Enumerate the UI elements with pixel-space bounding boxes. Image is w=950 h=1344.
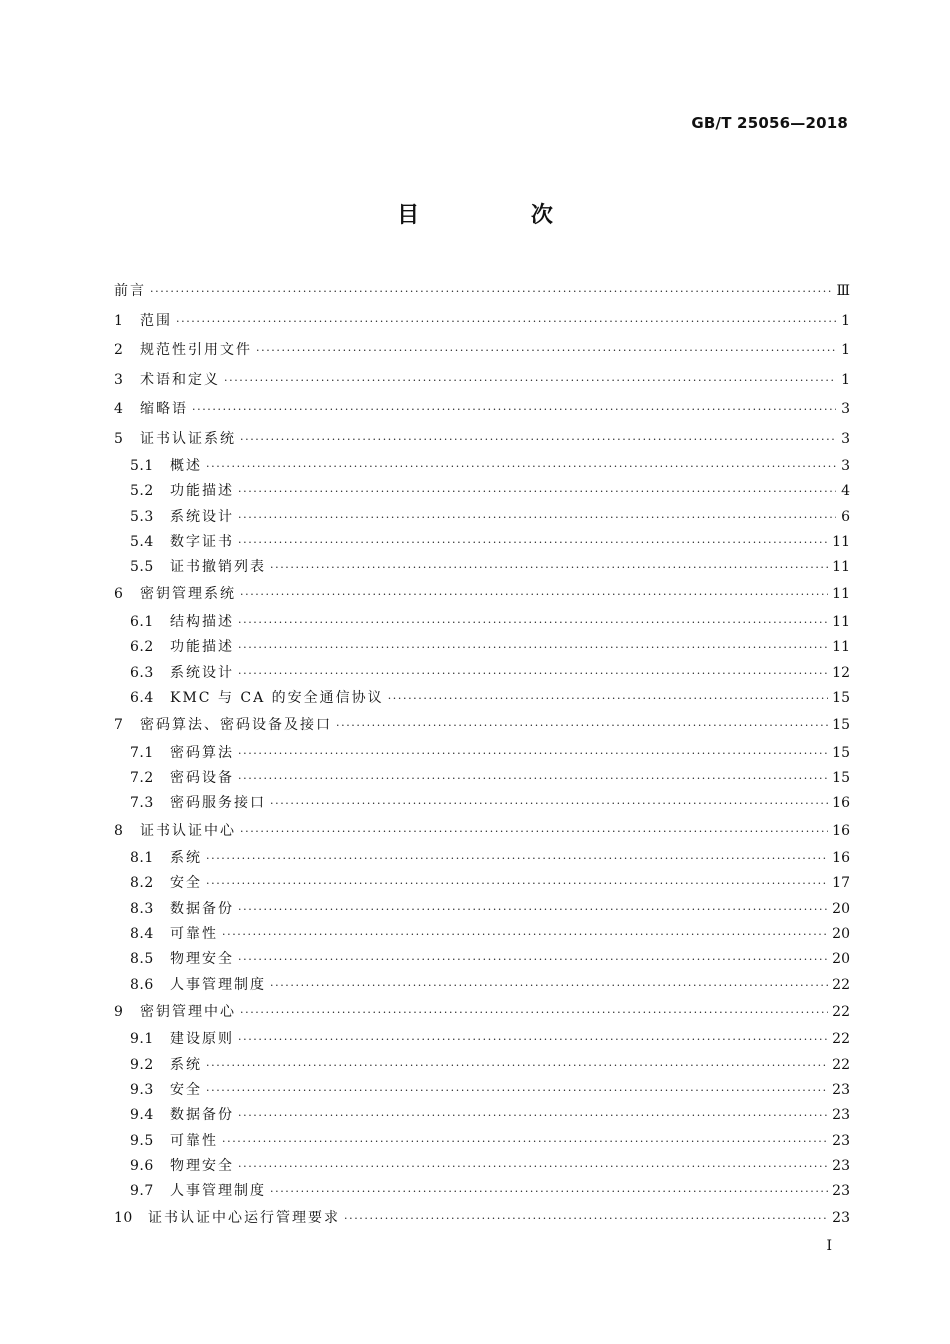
toc-entry[interactable] bbox=[114, 1179, 850, 1204]
toc-entry[interactable] bbox=[114, 366, 850, 396]
toc-entry-title: 证书撤销列表 bbox=[170, 559, 266, 576]
toc-entry[interactable] bbox=[114, 395, 850, 425]
toc-entry-title: 可靠性 bbox=[170, 1132, 218, 1149]
toc-dot-leader bbox=[206, 1053, 828, 1078]
toc-entry-number: 7 bbox=[114, 717, 124, 734]
toc-entry-number: 6.2 bbox=[130, 639, 154, 656]
toc-entry[interactable] bbox=[114, 530, 850, 555]
toc-entry-number: 6.1 bbox=[130, 613, 154, 630]
toc-entry-number: 6.3 bbox=[130, 664, 154, 681]
toc-entry-number: 9.2 bbox=[130, 1056, 154, 1073]
toc-entry-number: 7.2 bbox=[130, 769, 154, 786]
toc-entry-number: 8.1 bbox=[130, 850, 154, 867]
toc-entry-title: 物理安全 bbox=[170, 951, 234, 968]
toc-entry-number: 6.4 bbox=[130, 689, 154, 706]
toc-entry[interactable] bbox=[114, 711, 850, 741]
toc-entry-number: 8.3 bbox=[130, 900, 154, 917]
toc-entry-title: 建设原则 bbox=[170, 1031, 234, 1048]
toc-entry-page: 4 bbox=[841, 483, 850, 500]
toc-entry-title: 系统设计 bbox=[170, 664, 234, 681]
toc-entry-page: 20 bbox=[832, 925, 850, 942]
toc-dot-leader bbox=[238, 661, 828, 686]
toc-entry-number: 7.3 bbox=[130, 795, 154, 812]
toc-entry[interactable] bbox=[114, 277, 850, 307]
toc-entry-title: KMC 与 CA 的安全通信协议 bbox=[170, 689, 384, 706]
toc-dot-leader bbox=[238, 505, 836, 530]
toc-dot-leader bbox=[238, 947, 828, 972]
toc-entry[interactable] bbox=[114, 661, 850, 686]
toc-dot-leader bbox=[344, 1204, 828, 1234]
toc-entry-title: 概述 bbox=[170, 458, 202, 474]
toc-entry-page: 3 bbox=[841, 401, 850, 417]
toc-entry-number: 9.3 bbox=[130, 1081, 154, 1098]
toc-entry[interactable] bbox=[114, 555, 850, 580]
toc-entry[interactable] bbox=[114, 1078, 850, 1103]
toc-entry-page: 23 bbox=[832, 1157, 850, 1174]
toc-dot-leader bbox=[270, 973, 828, 998]
toc-entry-title: 功能描述 bbox=[170, 483, 234, 500]
toc-dot-leader bbox=[270, 1179, 828, 1204]
toc-entry[interactable] bbox=[114, 580, 850, 610]
toc-entry-page: 6 bbox=[841, 508, 850, 525]
toc-entry-title: 系统 bbox=[170, 1056, 202, 1073]
table-of-contents bbox=[114, 277, 850, 1234]
toc-dot-leader bbox=[238, 479, 836, 504]
toc-entry[interactable] bbox=[114, 1204, 850, 1234]
toc-entry-number: 5.5 bbox=[130, 559, 154, 576]
toc-entry-number: 4 bbox=[114, 401, 124, 417]
toc-entry-page: 23 bbox=[832, 1183, 850, 1200]
toc-entry-page: 20 bbox=[832, 900, 850, 917]
toc-entry[interactable] bbox=[114, 766, 850, 791]
toc-entry-number: 5 bbox=[114, 430, 124, 447]
toc-entry-number: 9.4 bbox=[130, 1107, 154, 1124]
toc-entry[interactable] bbox=[114, 635, 850, 660]
toc-entry-title: 数据备份 bbox=[170, 1107, 234, 1124]
toc-dot-leader bbox=[176, 307, 836, 337]
toc-dot-leader bbox=[206, 846, 828, 871]
toc-entry-title: 系统 bbox=[170, 850, 202, 867]
toc-entry-page: 11 bbox=[832, 533, 850, 550]
toc-dot-leader bbox=[238, 610, 828, 635]
toc-entry[interactable] bbox=[114, 307, 850, 337]
toc-dot-leader bbox=[206, 871, 828, 896]
toc-dot-leader bbox=[238, 741, 828, 766]
toc-dot-leader bbox=[192, 395, 836, 425]
toc-entry[interactable] bbox=[114, 1129, 850, 1154]
toc-entry-title: 前言 bbox=[114, 283, 146, 299]
toc-entry-title: 证书认证系统 bbox=[140, 430, 236, 447]
toc-dot-leader bbox=[206, 454, 836, 479]
toc-entry-title: 数据备份 bbox=[170, 900, 234, 917]
toc-entry-number: 9.5 bbox=[130, 1132, 154, 1149]
toc-entry-number: 8.5 bbox=[130, 951, 154, 968]
toc-dot-leader bbox=[240, 425, 836, 455]
toc-entry[interactable] bbox=[114, 610, 850, 635]
toc-entry-page: 16 bbox=[832, 822, 850, 839]
toc-entry-page: 3 bbox=[841, 458, 850, 474]
toc-entry-number: 8.6 bbox=[130, 976, 154, 993]
toc-entry-title: 缩略语 bbox=[140, 401, 188, 417]
toc-entry[interactable] bbox=[114, 998, 850, 1028]
toc-entry-title: 物理安全 bbox=[170, 1157, 234, 1174]
toc-entry[interactable] bbox=[114, 1154, 850, 1179]
toc-dot-leader bbox=[240, 817, 828, 847]
toc-entry-page: 15 bbox=[832, 769, 850, 786]
toc-entry-title: 密钥管理系统 bbox=[140, 586, 236, 603]
toc-entry[interactable] bbox=[114, 686, 850, 711]
toc-dot-leader bbox=[222, 1129, 828, 1154]
toc-entry-number: 5.4 bbox=[130, 533, 154, 550]
toc-dot-leader bbox=[240, 998, 828, 1028]
toc-entry-page: 15 bbox=[832, 744, 850, 761]
toc-entry-title: 系统设计 bbox=[170, 508, 234, 525]
toc-entry[interactable] bbox=[114, 947, 850, 972]
toc-dot-leader bbox=[238, 635, 828, 660]
toc-entry-title: 安全 bbox=[170, 875, 202, 892]
toc-dot-leader bbox=[238, 1154, 828, 1179]
toc-entry[interactable] bbox=[114, 479, 850, 504]
toc-entry-page: 23 bbox=[832, 1081, 850, 1098]
toc-entry-number: 9 bbox=[114, 1003, 124, 1020]
toc-entry-number: 8.4 bbox=[130, 925, 154, 942]
toc-entry-title: 证书认证中心 bbox=[140, 822, 236, 839]
toc-dot-leader bbox=[336, 711, 828, 741]
toc-entry-title: 数字证书 bbox=[170, 533, 234, 550]
toc-entry-title: 规范性引用文件 bbox=[140, 342, 252, 358]
toc-entry[interactable] bbox=[114, 846, 850, 871]
toc-entry[interactable] bbox=[114, 1103, 850, 1128]
page-title: 目 次 bbox=[397, 203, 605, 228]
toc-entry-page: 23 bbox=[832, 1107, 850, 1124]
toc-entry-page: 22 bbox=[832, 1003, 850, 1020]
toc-dot-leader bbox=[238, 530, 828, 555]
toc-entry[interactable] bbox=[114, 741, 850, 766]
toc-entry-number: 7.1 bbox=[130, 744, 154, 761]
toc-entry[interactable] bbox=[114, 897, 850, 922]
toc-dot-leader bbox=[224, 366, 836, 396]
toc-entry-page: 16 bbox=[832, 850, 850, 867]
toc-entry-title: 密码算法 bbox=[170, 744, 234, 761]
toc-dot-leader bbox=[388, 686, 828, 711]
toc-entry-page: 11 bbox=[832, 559, 850, 576]
standard-code: GB/T 25056—2018 bbox=[691, 114, 848, 132]
toc-entry-number: 9.6 bbox=[130, 1157, 154, 1174]
toc-entry-title: 密码设备 bbox=[170, 769, 234, 786]
toc-entry-page: 1 bbox=[841, 312, 850, 329]
toc-entry-page: 22 bbox=[832, 1031, 850, 1048]
toc-entry-title: 范围 bbox=[140, 312, 172, 329]
toc-entry[interactable] bbox=[114, 425, 850, 455]
toc-entry-page: 16 bbox=[832, 795, 850, 812]
toc-dot-leader bbox=[238, 897, 828, 922]
toc-entry-page: 15 bbox=[832, 717, 850, 734]
toc-entry-title: 安全 bbox=[170, 1081, 202, 1098]
toc-entry-title: 密码算法、密码设备及接口 bbox=[140, 717, 332, 734]
toc-entry-title: 人事管理制度 bbox=[170, 1183, 266, 1200]
toc-dot-leader bbox=[238, 1027, 828, 1052]
toc-entry-title: 结构描述 bbox=[170, 613, 234, 630]
toc-entry-number: 3 bbox=[114, 371, 124, 388]
toc-entry-number: 9.1 bbox=[130, 1031, 154, 1048]
toc-entry-number: 8 bbox=[114, 822, 124, 839]
toc-entry-title: 可靠性 bbox=[170, 925, 218, 942]
toc-dot-leader bbox=[270, 791, 828, 816]
toc-entry[interactable] bbox=[114, 791, 850, 816]
toc-entry-page: 22 bbox=[832, 976, 850, 993]
toc-entry-number: 10 bbox=[114, 1210, 133, 1227]
toc-entry-title: 密码服务接口 bbox=[170, 795, 266, 812]
toc-dot-leader bbox=[222, 922, 828, 947]
toc-entry[interactable] bbox=[114, 1053, 850, 1078]
toc-entry[interactable] bbox=[114, 454, 850, 479]
toc-entry[interactable] bbox=[114, 871, 850, 896]
toc-entry-number: 6 bbox=[114, 586, 124, 603]
toc-entry-title: 功能描述 bbox=[170, 639, 234, 656]
toc-entry-page: 15 bbox=[832, 689, 850, 706]
toc-entry-number: 9.7 bbox=[130, 1183, 154, 1200]
toc-entry[interactable] bbox=[114, 1027, 850, 1052]
toc-entry-page: 12 bbox=[832, 664, 850, 681]
toc-entry-page: 23 bbox=[832, 1132, 850, 1149]
toc-entry-page: 23 bbox=[832, 1210, 850, 1227]
toc-entry-page: 17 bbox=[832, 875, 850, 892]
toc-entry-page: 1 bbox=[841, 371, 850, 388]
toc-dot-leader bbox=[240, 580, 828, 610]
toc-entry-number: 5.3 bbox=[130, 508, 154, 525]
toc-entry[interactable] bbox=[114, 922, 850, 947]
toc-entry-number: 5.1 bbox=[130, 458, 154, 474]
toc-entry-page: Ⅲ bbox=[836, 283, 850, 299]
toc-entry-page: 11 bbox=[832, 586, 850, 603]
toc-entry-page: 3 bbox=[841, 430, 850, 447]
toc-entry-title: 证书认证中心运行管理要求 bbox=[148, 1210, 340, 1227]
toc-dot-leader bbox=[238, 766, 828, 791]
toc-entry-number: 8.2 bbox=[130, 875, 154, 892]
toc-dot-leader bbox=[150, 277, 832, 307]
toc-entry[interactable] bbox=[114, 817, 850, 847]
toc-dot-leader bbox=[256, 336, 836, 366]
toc-dot-leader bbox=[270, 555, 828, 580]
page-number: I bbox=[826, 1238, 832, 1254]
toc-entry[interactable] bbox=[114, 505, 850, 530]
toc-entry[interactable] bbox=[114, 336, 850, 366]
toc-entry[interactable] bbox=[114, 973, 850, 998]
toc-entry-number: 5.2 bbox=[130, 483, 154, 500]
toc-entry-number: 2 bbox=[114, 342, 124, 358]
toc-entry-title: 人事管理制度 bbox=[170, 976, 266, 993]
toc-entry-page: 22 bbox=[832, 1056, 850, 1073]
toc-entry-number: 1 bbox=[114, 312, 124, 329]
toc-entry-page: 11 bbox=[832, 639, 850, 656]
toc-dot-leader bbox=[238, 1103, 828, 1128]
toc-entry-page: 11 bbox=[832, 613, 850, 630]
toc-dot-leader bbox=[206, 1078, 828, 1103]
toc-entry-title: 术语和定义 bbox=[140, 371, 220, 388]
toc-entry-page: 20 bbox=[832, 951, 850, 968]
toc-entry-title: 密钥管理中心 bbox=[140, 1003, 236, 1020]
toc-entry-page: 1 bbox=[841, 342, 850, 358]
